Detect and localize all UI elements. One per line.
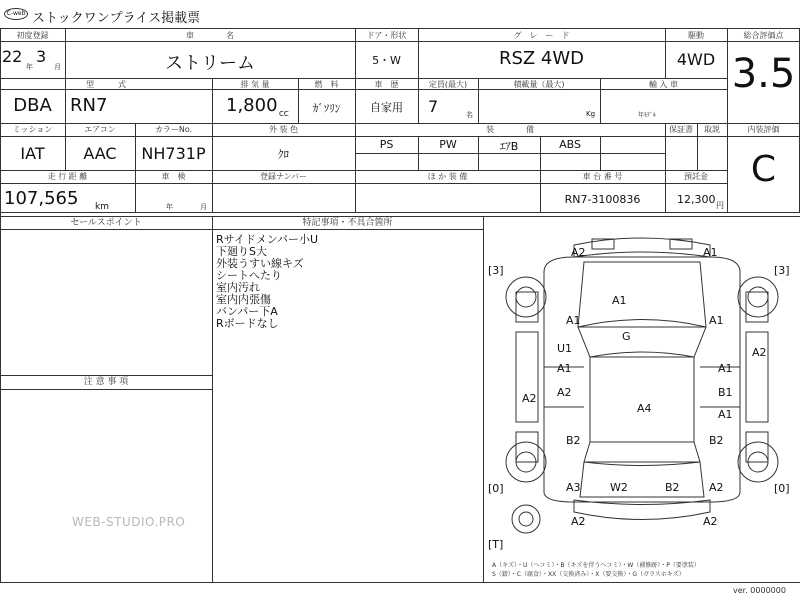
- damage-label: A2: [522, 392, 537, 405]
- damage-label: B1: [718, 386, 733, 399]
- hdr-mileage: 走 行 距 離: [47, 172, 88, 181]
- month-unit: 月: [54, 63, 61, 71]
- fuel: ｶﾞｿﾘﾝ: [312, 102, 341, 115]
- hdr-car-name: 車 名: [186, 31, 234, 40]
- damage-legend: [492, 561, 798, 579]
- hdr-door: ドア・形状: [366, 31, 407, 40]
- damage-label: A2: [571, 246, 586, 259]
- capacity: 7: [428, 97, 439, 116]
- hdr-capacity: 定員(最大): [428, 80, 468, 89]
- interior-score: C: [750, 149, 777, 190]
- damage-label: A1: [709, 314, 724, 327]
- hdr-drive: 駆動: [688, 31, 704, 40]
- insp-month: 月: [200, 203, 207, 211]
- hdr-fuel: 燃 料: [314, 80, 339, 89]
- hdr-caution: 注 意 事 項: [83, 377, 129, 387]
- hdr-deposit: 預託金: [684, 172, 708, 181]
- insp-year: 年: [166, 203, 173, 211]
- special-notes-list: [216, 234, 476, 330]
- drive: 4WD: [676, 50, 716, 69]
- first-reg-year: 22: [2, 47, 23, 66]
- legend-line: A（キズ）・U（へコミ）・B（キズを伴うへコミ）・W（補修跡）・P（要塗装）: [492, 562, 700, 569]
- damage-label: A4: [637, 402, 652, 415]
- hdr-displacement: 排 気 量: [240, 80, 270, 89]
- note-line: Rボードなし: [216, 317, 279, 330]
- damage-label: W2: [610, 481, 628, 494]
- hdr-history: 車 歴: [374, 80, 399, 89]
- door-type: 5・W: [372, 54, 401, 67]
- aircon: AAC: [83, 144, 117, 163]
- yen-unit: 円: [716, 201, 724, 210]
- damage-label: B2: [665, 481, 680, 494]
- hdr-other-equip: ほ か 装 備: [427, 172, 468, 181]
- year-model: 年ﾓﾃﾞﾙ: [638, 112, 657, 119]
- doc-title: ストックワンプライス掲載票: [32, 11, 201, 26]
- note-line: シートへたり: [216, 269, 282, 282]
- hdr-plate: 登録ナンバー: [259, 172, 308, 181]
- damage-label: A2: [703, 515, 718, 528]
- hdr-mission: ミッション: [12, 125, 53, 134]
- legend-line: S（錆）・C（腐食）・XX（交換済み）・X（要交換）・G（ガラスホキズ）: [492, 571, 685, 578]
- hdr-chassis: 車 台 番 号: [582, 172, 623, 181]
- hdr-inspection: 車 検: [161, 172, 186, 181]
- grade: RSZ 4WD: [498, 48, 585, 69]
- note-line: 室内内張傷: [216, 293, 271, 306]
- damage-label: A2: [571, 515, 586, 528]
- hdr-exterior-color: 外 装 色: [268, 125, 299, 134]
- damage-label: U1: [557, 342, 573, 355]
- total-score: 3.5: [731, 51, 796, 97]
- hdr-total-score: 総合評価点: [743, 31, 784, 40]
- damage-label: G: [622, 330, 631, 343]
- hdr-interior-score: 内装評価: [747, 125, 780, 134]
- logo: C-web: [4, 8, 28, 20]
- hdr-load: 積載量（最大): [513, 80, 565, 89]
- damage-label: A1: [566, 314, 581, 327]
- displacement: 1,800: [226, 95, 278, 116]
- hdr-grade: グ レ ー ド: [513, 31, 570, 40]
- note-line: 下廻りS大: [216, 245, 267, 258]
- chassis-no: RN7-3100836: [564, 193, 641, 206]
- damage-label: A2: [752, 346, 767, 359]
- wheel-mark-rear-left: [0]: [488, 482, 504, 495]
- year-unit: 年: [26, 63, 33, 71]
- model-prefix: DBA: [13, 95, 52, 116]
- damage-label: B2: [566, 434, 581, 447]
- first-reg-month: 3: [36, 47, 47, 66]
- hdr-special-notes: 特記事項・不具合箇所: [302, 218, 393, 228]
- exterior-color: ｸﾛ: [278, 148, 289, 161]
- version-label: ver. 0000000: [733, 586, 786, 595]
- hdr-aircon: エアコン: [84, 125, 116, 134]
- equip-pw: PW: [439, 138, 457, 151]
- damage-label: B2: [709, 434, 724, 447]
- note-line: バンパー下A: [216, 305, 278, 318]
- model: RN7: [70, 95, 108, 116]
- history: 自家用: [370, 101, 403, 114]
- hdr-equipment: 装 備: [486, 125, 534, 134]
- damage-label: A3: [566, 481, 581, 494]
- km-unit: km: [95, 202, 109, 212]
- header: [0, 0, 800, 28]
- hdr-model: 型 式: [86, 80, 126, 89]
- hdr-sales-point: セールスポイント: [70, 218, 142, 228]
- spare-mark: [T]: [488, 538, 504, 551]
- damage-label: A1: [557, 362, 572, 375]
- cc-unit: CC: [279, 110, 289, 118]
- hdr-first-reg: 初度登録: [16, 31, 49, 40]
- note-line: Rサイドメンバー小U: [216, 233, 319, 246]
- equip-abs: ABS: [559, 138, 581, 151]
- watermark: WEB-STUDIO.PRO: [72, 515, 186, 529]
- equip-airbag: ｴｱB: [499, 140, 519, 153]
- damage-label: A1: [718, 408, 733, 421]
- capacity-unit: 名: [466, 111, 473, 119]
- color-no: NH731P: [141, 144, 206, 163]
- wheel-mark-rear-right: [0]: [774, 482, 790, 495]
- hdr-import: 輸 入 車: [648, 80, 679, 89]
- mileage: 107,565: [4, 188, 79, 209]
- hdr-color-no: カラーNo.: [154, 125, 193, 134]
- damage-label: A2: [557, 386, 572, 399]
- equip-ps: PS: [379, 138, 394, 151]
- damage-label: A1: [612, 294, 627, 307]
- car-name: ストリーム: [165, 53, 255, 74]
- damage-label: A2: [709, 481, 724, 494]
- wheel-mark-front-right: [3]: [774, 264, 790, 277]
- damage-label: A1: [703, 246, 718, 259]
- damage-label: A1: [718, 362, 733, 375]
- note-line: 外装うすい線キズ: [216, 257, 304, 270]
- mission: IAT: [20, 144, 45, 163]
- load-unit: Kg: [586, 110, 596, 118]
- hdr-warranty: 保証書: [669, 125, 693, 134]
- wheel-mark-front-left: [3]: [488, 264, 504, 277]
- note-line: 室内汚れ: [216, 281, 260, 294]
- deposit: 12,300: [677, 193, 716, 206]
- hdr-manual: 取説: [704, 125, 720, 134]
